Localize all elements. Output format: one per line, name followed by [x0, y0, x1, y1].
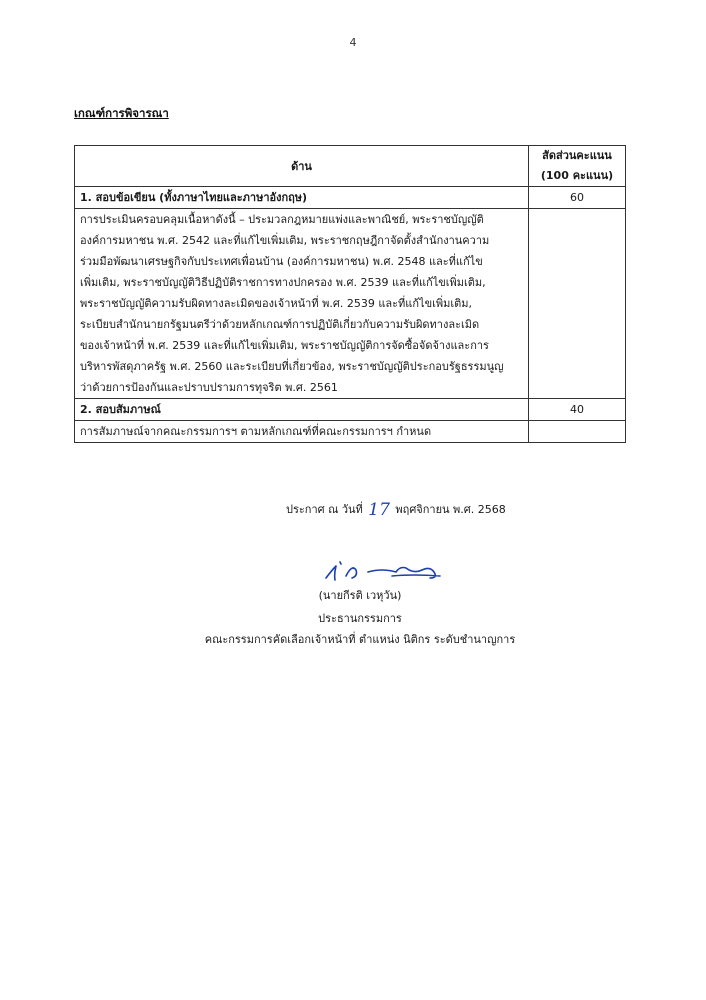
announcement-prefix: ประกาศ ณ วันที่ [286, 503, 363, 516]
criteria-table [74, 145, 626, 443]
detail-line: องค์การมหาชน พ.ศ. 2542 และที่แก้ไขเพิ่มเติม, พระราชกฤษฎีกาจัดตั้งสำนักงานความ [80, 234, 490, 247]
empty-score-cell [529, 421, 626, 443]
table-row [75, 187, 626, 209]
detail-line: บริหารพัสดุภาครัฐ พ.ศ. 2560 และระเบียบที่เกี่ยวข้อง, พระราชบัญญัติประกอบรัฐธรรมนูญ [80, 360, 504, 373]
detail-line: ระเบียบสำนักนายกรัฐมนตรีว่าด้วยหลักเกณฑ์การปฏิบัติเกี่ยวกับความรับผิดทางละเมิด [80, 318, 480, 331]
interview-detail [75, 421, 529, 443]
signer-name: (นายกีรติ เวหุวัน) [318, 589, 402, 602]
written-exam-detail [75, 209, 529, 399]
interview-label: 2. สอบสัมภาษณ์ [75, 399, 529, 421]
score-header-line2: (100 คะแนน) [540, 169, 614, 182]
detail-line: ร่วมมือพัฒนาเศรษฐกิจกับประเทศเพื่อนบ้าน (องค์การมหาชน) พ.ศ. 2548 และที่แก้ไข [80, 255, 483, 268]
table-row [75, 421, 626, 443]
aspect-header: ด้าน [75, 146, 529, 187]
written-exam-label: 1. สอบข้อเขียน (ทั้งภาษาไทยและภาษาอังกฤษ) [75, 187, 529, 209]
written-exam-score: 60 [529, 187, 626, 209]
section-title: เกณฑ์การพิจารณา [74, 106, 169, 120]
detail-line: การสัมภาษณ์จากคณะกรรมการฯ ตามหลักเกณฑ์ที่คณะกรรมการฯ กำหนด [80, 425, 432, 438]
detail-line: พระราชบัญญัติความรับผิดทางละเมิดของเจ้าหน้าที่ พ.ศ. 2539 และที่แก้ไขเพิ่มเติม, [80, 297, 473, 310]
score-header-line1: สัดส่วนคะแนน [542, 149, 612, 162]
signature-mark [322, 556, 462, 584]
announcement-date [286, 498, 506, 518]
page-number: 4 [349, 36, 357, 49]
table-header-row [75, 146, 626, 187]
table-row [75, 399, 626, 421]
signer-role: ประธานกรรมการ [318, 612, 402, 625]
interview-score: 40 [529, 399, 626, 421]
announcement-suffix: พฤศจิกายน พ.ศ. 2568 [395, 503, 506, 516]
score-header [529, 146, 626, 187]
detail-line: ของเจ้าหน้าที่ พ.ศ. 2539 และที่แก้ไขเพิ่มเติม, พระราชบัญญัติการจัดซื้อจัดจ้างและการ [80, 339, 489, 352]
detail-line: ว่าด้วยการป้องกันและปราบปรามการทุจริต พ.ศ. 2561 [80, 381, 338, 394]
committee-name: คณะกรรมการคัดเลือกเจ้าหน้าที่ ตำแหน่ง นิติกร ระดับชำนาญการ [204, 633, 516, 646]
detail-line: เพิ่มเติม, พระราชบัญญัติวิธีปฏิบัติราชการทางปกครอง พ.ศ. 2539 และที่แก้ไขเพิ่มเติม, [80, 276, 486, 289]
table-row [75, 209, 626, 399]
empty-score-cell [529, 209, 626, 399]
handwritten-day: 17 [368, 500, 390, 520]
detail-line: การประเมินครอบคลุมเนื้อหาดังนี้ – ประมวลกฎหมายแพ่งและพาณิชย์, พระราชบัญญัติ [80, 213, 484, 226]
